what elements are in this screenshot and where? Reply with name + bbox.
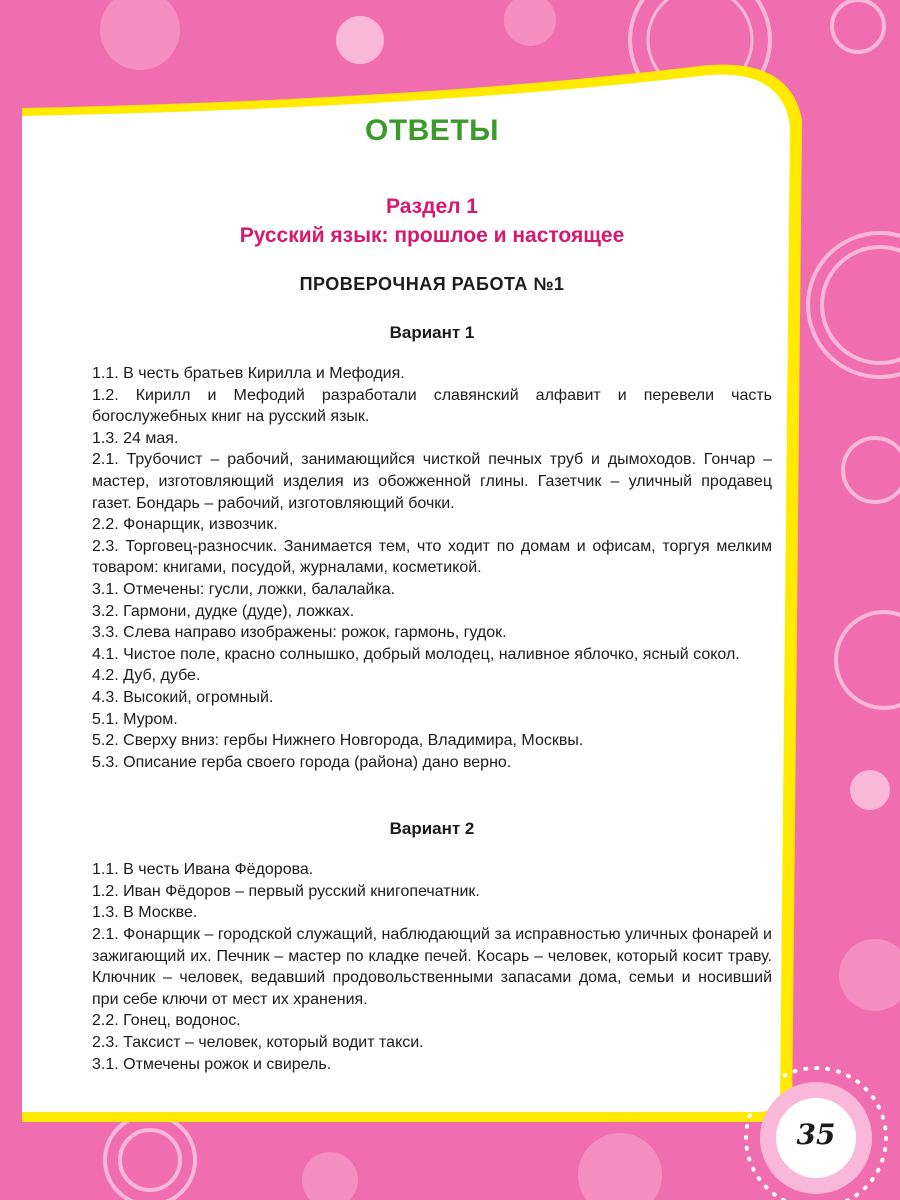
- answer-item: 2.2. Гонец, водонос.: [92, 1012, 241, 1030]
- variant-block-1: [92, 323, 772, 773]
- page-title: ОТВЕТЫ: [364, 114, 500, 147]
- answer-item: 1.3. 24 мая.: [92, 429, 179, 447]
- answers-list: [92, 859, 772, 1075]
- answer-item: 3.2. Гармони, дудке (дуде), ложках.: [92, 602, 355, 620]
- answer-item: 3.1. Отмечены: гусли, ложки, балалайка.: [92, 580, 396, 598]
- answer-item: 1.3. В Москве.: [92, 904, 198, 922]
- answer-item: 2.3. Таксист – человек, который водит такси.: [92, 1034, 424, 1052]
- answers-page: [92, 110, 772, 1075]
- answer-item: 4.2. Дуб, дубе.: [92, 667, 201, 685]
- variant-title: Вариант 2: [389, 819, 475, 839]
- answer-item: 4.3. Высокий, огромный.: [92, 688, 274, 706]
- work-title: ПРОВЕРОЧНАЯ РАБОТА №1: [299, 274, 565, 294]
- answer-item: 1.2. Иван Фёдоров – первый русский книгопечатник.: [92, 882, 480, 900]
- answer-item: 3.3. Слева направо изображены: рожок, гармонь, гудок.: [92, 624, 507, 642]
- answer-item: 3.1. Отмечены рожок и свирель.: [92, 1055, 332, 1073]
- answer-item: 2.2. Фонарщик, извозчик.: [92, 516, 278, 534]
- answers-list: [92, 363, 772, 773]
- answer-item: 2.1. Трубочист – рабочий, занимающийся чисткой печных труб и дымоходов. Гончар – мастер, изготовляющий изделия из обожженной глины. Газетчик – уличный продавец газет. Бондарь – рабочий, изготовляющий бочки.: [92, 451, 772, 512]
- answer-item: 1.1. В честь братьев Кирилла и Мефодия.: [92, 365, 405, 382]
- section-heading: [92, 192, 772, 250]
- answer-item: 5.1. Муром.: [92, 710, 178, 728]
- answer-item: 1.2. Кирилл и Мефодий разработали славянский алфавит и перевели часть богослужебных книг на русский язык.: [92, 386, 772, 426]
- variant-block-2: [92, 819, 772, 1075]
- answer-item: 5.2. Сверху вниз: гербы Нижнего Новгорода, Владимира, Москвы.: [92, 732, 584, 750]
- section-title: Раздел 1: [386, 195, 478, 218]
- decorative-circles-bottom: [105, 1115, 662, 1200]
- answer-item: 1.1. В честь Ивана Фёдорова.: [92, 861, 314, 879]
- section-subtitle: Русский язык: прошлое и настоящее: [239, 224, 625, 247]
- answer-item: 4.1. Чистое поле, красно солнышко, добрый молодец, наливное яблочко, ясный сокол.: [92, 645, 740, 663]
- variant-title: Вариант 1: [389, 323, 475, 342]
- answer-item: 2.3. Торговец-разносчик. Занимается тем, что ходит по домам и офисам, торгуя мелким товаром: книгами, посудой, журналами, косметикой.: [92, 537, 772, 577]
- answer-item: 5.3. Описание герба своего города (района) дано верно.: [92, 753, 512, 771]
- page-number: 35: [796, 1118, 836, 1151]
- answer-item: 2.1. Фонарщик – городской служащий, наблюдающий за исправностью уличных фонарей и зажигающий их. Печник – мастер по кладке печей. Косарь – человек, который косит траву. Ключник – человек, ведавший продовольственными запасами дома, семьи и носивший при себе ключи от мест их хранения.: [92, 926, 772, 1008]
- decorative-circles-right: [808, 233, 900, 1011]
